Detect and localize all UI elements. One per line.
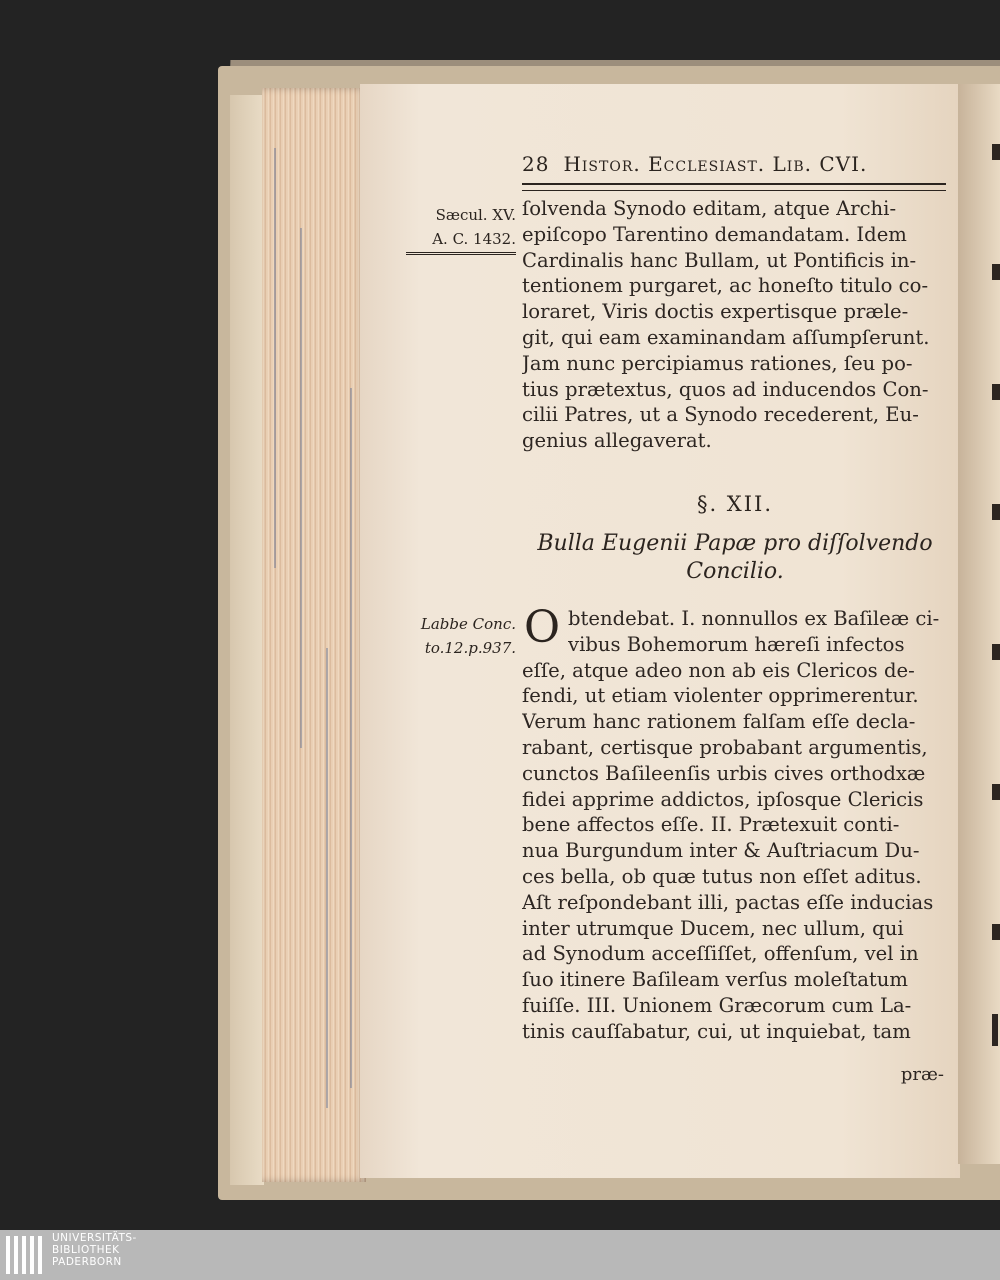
logo-line: PADERBORN xyxy=(52,1256,122,1268)
text-line: tius prætextus, quos ad inducendos Con- xyxy=(522,377,929,401)
margin-century: Sæcul. XV. xyxy=(435,206,516,224)
margin-note-reference xyxy=(398,612,516,660)
text-line: tinis cauſſabatur, cui, ut inquiebat, tam xyxy=(522,1019,911,1043)
text-line: genius allegaverat. xyxy=(522,429,712,453)
text-line: btendebat. I. nonnullos ex Baſileæ ci- xyxy=(568,607,940,630)
text-line: inter utrumque Ducem, nec ullum, qui xyxy=(522,916,904,940)
drop-cap: O xyxy=(524,602,561,653)
text-line: epiſcopo Tarentino demandatam. Idem xyxy=(522,222,907,246)
catchword: præ- xyxy=(900,1064,944,1085)
text-line: ſuo itinere Baſileam verſus moleſtatum xyxy=(522,968,908,992)
section-title xyxy=(522,530,948,586)
cover-spine-edge xyxy=(230,95,264,1185)
text-line: ces bella, ob quæ tutus non eſſet aditus. xyxy=(522,864,922,888)
library-logo-text xyxy=(52,1232,137,1268)
section-title-line: Bulla Eugenii Papæ pro diſſolvendo xyxy=(537,531,933,556)
library-logo-icon xyxy=(6,1236,46,1274)
margin-ornament-rule xyxy=(406,252,516,262)
page-number: 28 xyxy=(522,152,550,176)
text-line: cunctos Baſileenſis urbis cives orthodxæ xyxy=(522,761,926,785)
header-rule xyxy=(522,183,946,191)
text-line: bene affectos eſſe. II. Prætexuit conti- xyxy=(522,813,900,837)
text-line: cilii Patres, ut a Synodo recederent, Eu- xyxy=(522,403,919,427)
text-line: fidei apprime addictos, ipſosque Clericis xyxy=(522,787,924,811)
text-line: ad Synodum acceſſiſſet, offenſum, vel in xyxy=(522,942,919,966)
text-line: Cardinalis hanc Bullam, ut Pontificis in- xyxy=(522,248,917,272)
paragraph-1 xyxy=(522,196,948,454)
text-line: nua Burgundum inter & Auſtriacum Du- xyxy=(522,839,920,863)
running-title: Histor. Ecclesiast. Lib. CVI. xyxy=(563,152,868,176)
running-header xyxy=(522,152,946,176)
text-line: ſolvenda Synodo editam, atque Archi- xyxy=(522,197,897,220)
paragraph-2-opening xyxy=(568,606,948,658)
section-title-line: Concilio. xyxy=(686,559,784,584)
paragraph-2 xyxy=(522,658,948,1045)
logo-line: UNIVERSITÄTS- xyxy=(52,1232,137,1244)
section-number: §. XII. xyxy=(696,492,774,516)
text-line: eſſe, atque adeo non ab eis Clericos de- xyxy=(522,658,915,682)
text-line: fuiſſe. III. Unionem Græcorum cum La- xyxy=(522,993,912,1017)
text-line: fendi, ut etiam violenter opprimerentur. xyxy=(522,684,919,708)
library-footer-bar xyxy=(0,1230,1000,1280)
text-line: Aſt reſpondebant illi, pactas eſſe inducias xyxy=(522,890,934,914)
margin-note-year xyxy=(398,203,516,251)
text-line: git, qui eam examinandam aſſumpſerunt. xyxy=(522,325,930,349)
text-line: Verum hanc rationem falſam eſſe decla- xyxy=(522,710,916,734)
facing-page-edge xyxy=(958,84,1000,1164)
text-line: loraret, Viris doctis expertisque præle- xyxy=(522,300,909,324)
text-line: tentionem purgaret, ac honeſto titulo co- xyxy=(522,274,929,298)
text-line: Jam nunc percipiamus rationes, ſeu po- xyxy=(522,351,913,375)
page-edges xyxy=(262,88,366,1182)
margin-ref-source: Labbe Conc. xyxy=(420,615,516,633)
text-line: rabant, certisque probabant argumentis, xyxy=(522,735,928,759)
logo-line: BIBLIOTHEK xyxy=(52,1244,120,1256)
text-line: vibus Bohemorum hæreſi infectos xyxy=(568,632,905,656)
margin-ref-location: to.12.p.937. xyxy=(424,639,516,657)
margin-anno: A. C. 1432. xyxy=(432,230,516,248)
